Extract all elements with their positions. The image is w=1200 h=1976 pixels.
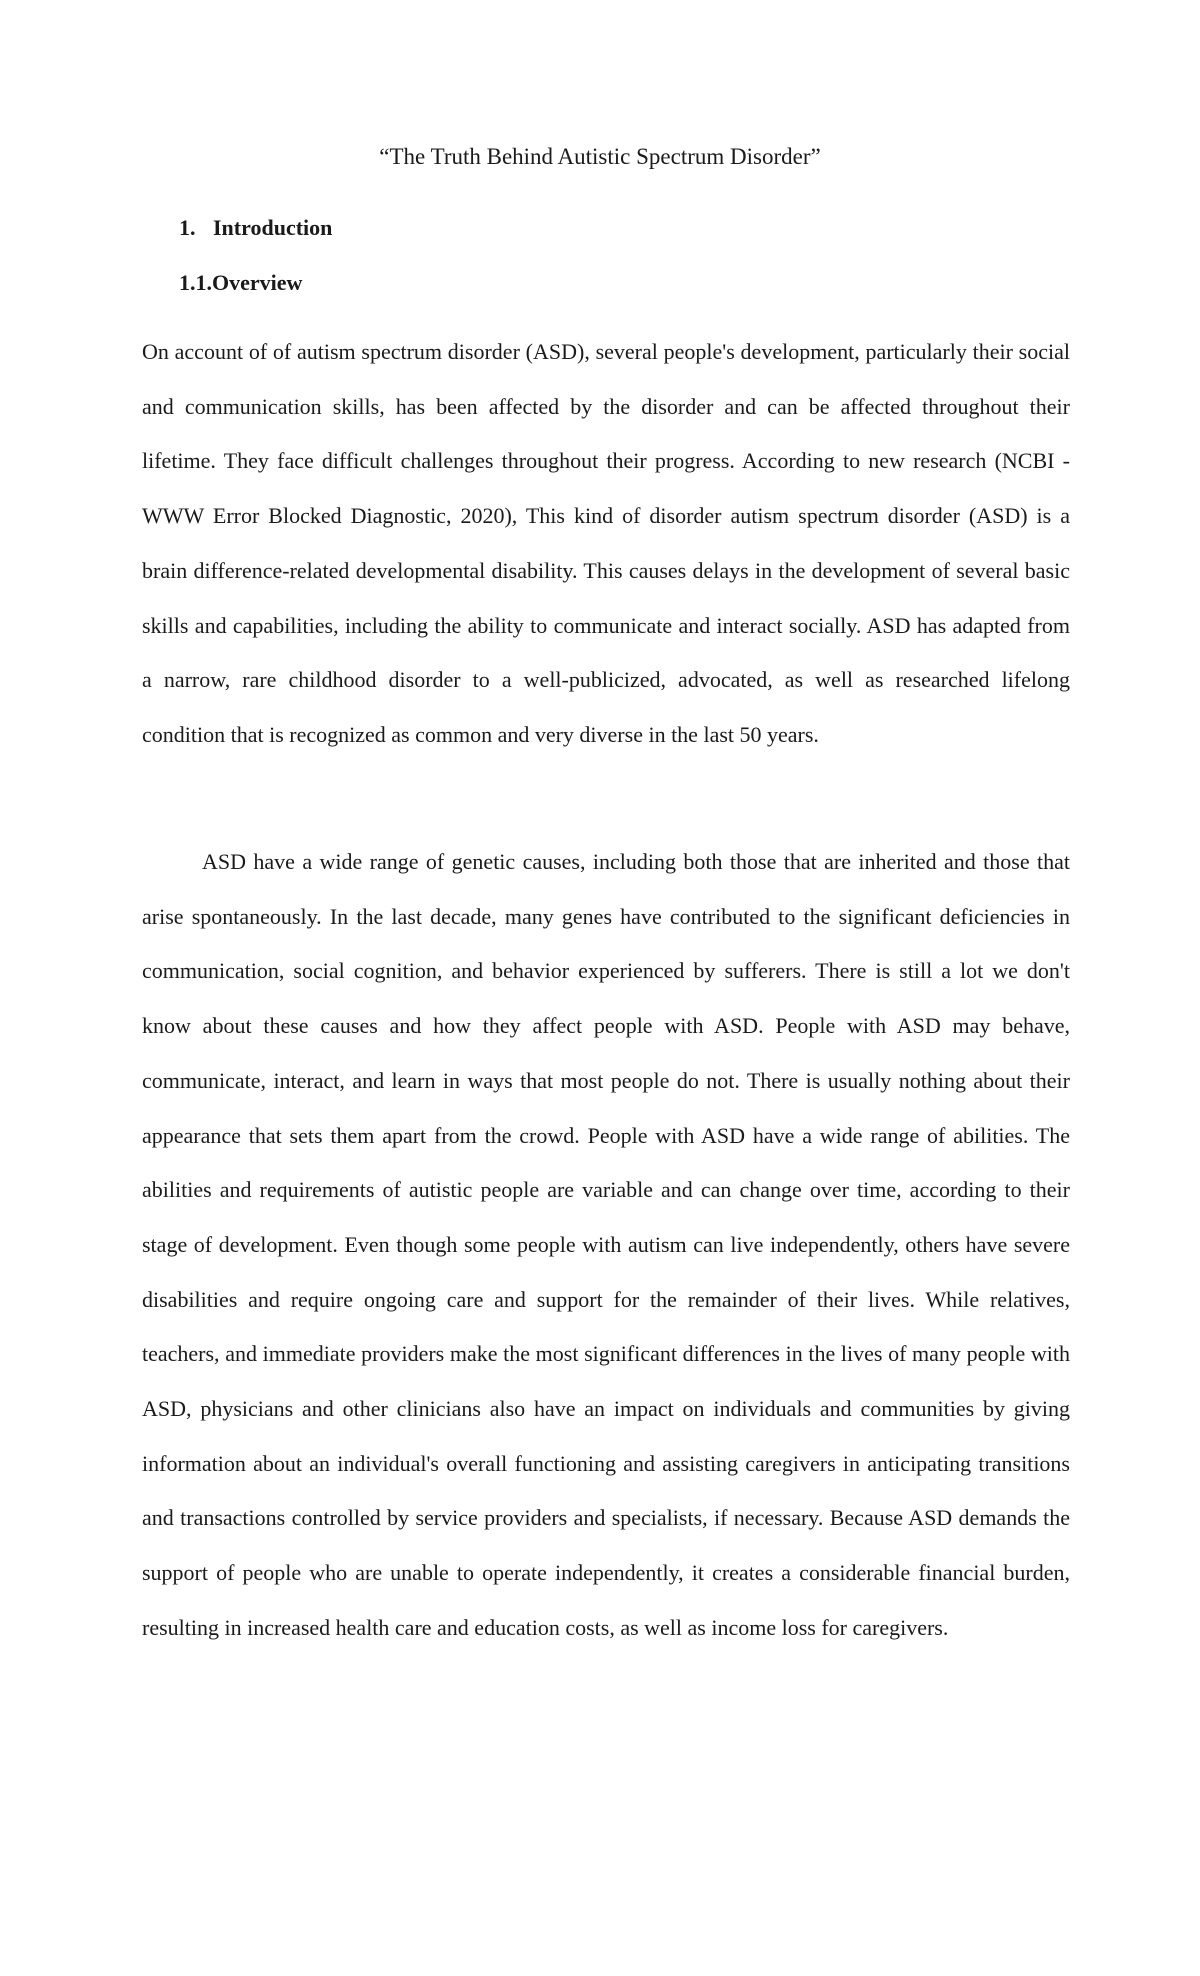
section-number: 1. bbox=[179, 215, 196, 240]
section-heading bbox=[179, 213, 332, 243]
paragraph: On account of of autism spectrum disorder (ASD), several people's development, particularly their social and communication skills, has been affected by the disorder and can be affected throughout their lifetime. They face difficult challenges throughout their progress. According to new research (NCBI - WWW Error Blocked Diagnostic, 2020), This kind of disorder autism spectrum disorder (ASD) is a brain difference-related developmental disability. This causes delays in the development of several basic skills and capabilities, including the ability to communicate and interact socially. ASD has adapted from a narrow, rare childhood disorder to a well-publicized, advocated, as well as researched lifelong condition that is recognized as common and very diverse in the last 50 years. bbox=[142, 339, 1070, 747]
subsection-heading: 1.1.Overview bbox=[179, 270, 303, 295]
paragraph: ASD have a wide range of genetic causes, including both those that are inherited and those that arise spontaneously. In the last decade, many genes have contributed to the significant deficiencies in communication, social cognition, and behavior experienced by sufferers. There is still a lot we don't know about these causes and how they affect people with ASD. People with ASD may behave, communicate, interact, and learn in ways that most people do not. There is usually nothing about their appearance that sets them apart from the crowd. People with ASD have a wide range of abilities. The abilities and requirements of autistic people are variable and can change over time, according to their stage of development. Even though some people with autism can live independently, others have severe disabilities and require ongoing care and support for the remainder of their lives. While relatives, teachers, and immediate providers make the most significant differences in the lives of many people with ASD, physicians and other clinicians also have an impact on individuals and communities by giving information about an individual's overall functioning and assisting caregivers in anticipating transitions and transactions controlled by service providers and specialists, if necessary. Because ASD demands the support of people who are unable to operate independently, it creates a considerable financial burden, resulting in increased health care and education costs, as well as income loss for caregivers. bbox=[142, 849, 1070, 1640]
section-title: Introduction bbox=[213, 215, 333, 240]
document-title: “The Truth Behind Autistic Spectrum Disorder” bbox=[379, 144, 821, 169]
